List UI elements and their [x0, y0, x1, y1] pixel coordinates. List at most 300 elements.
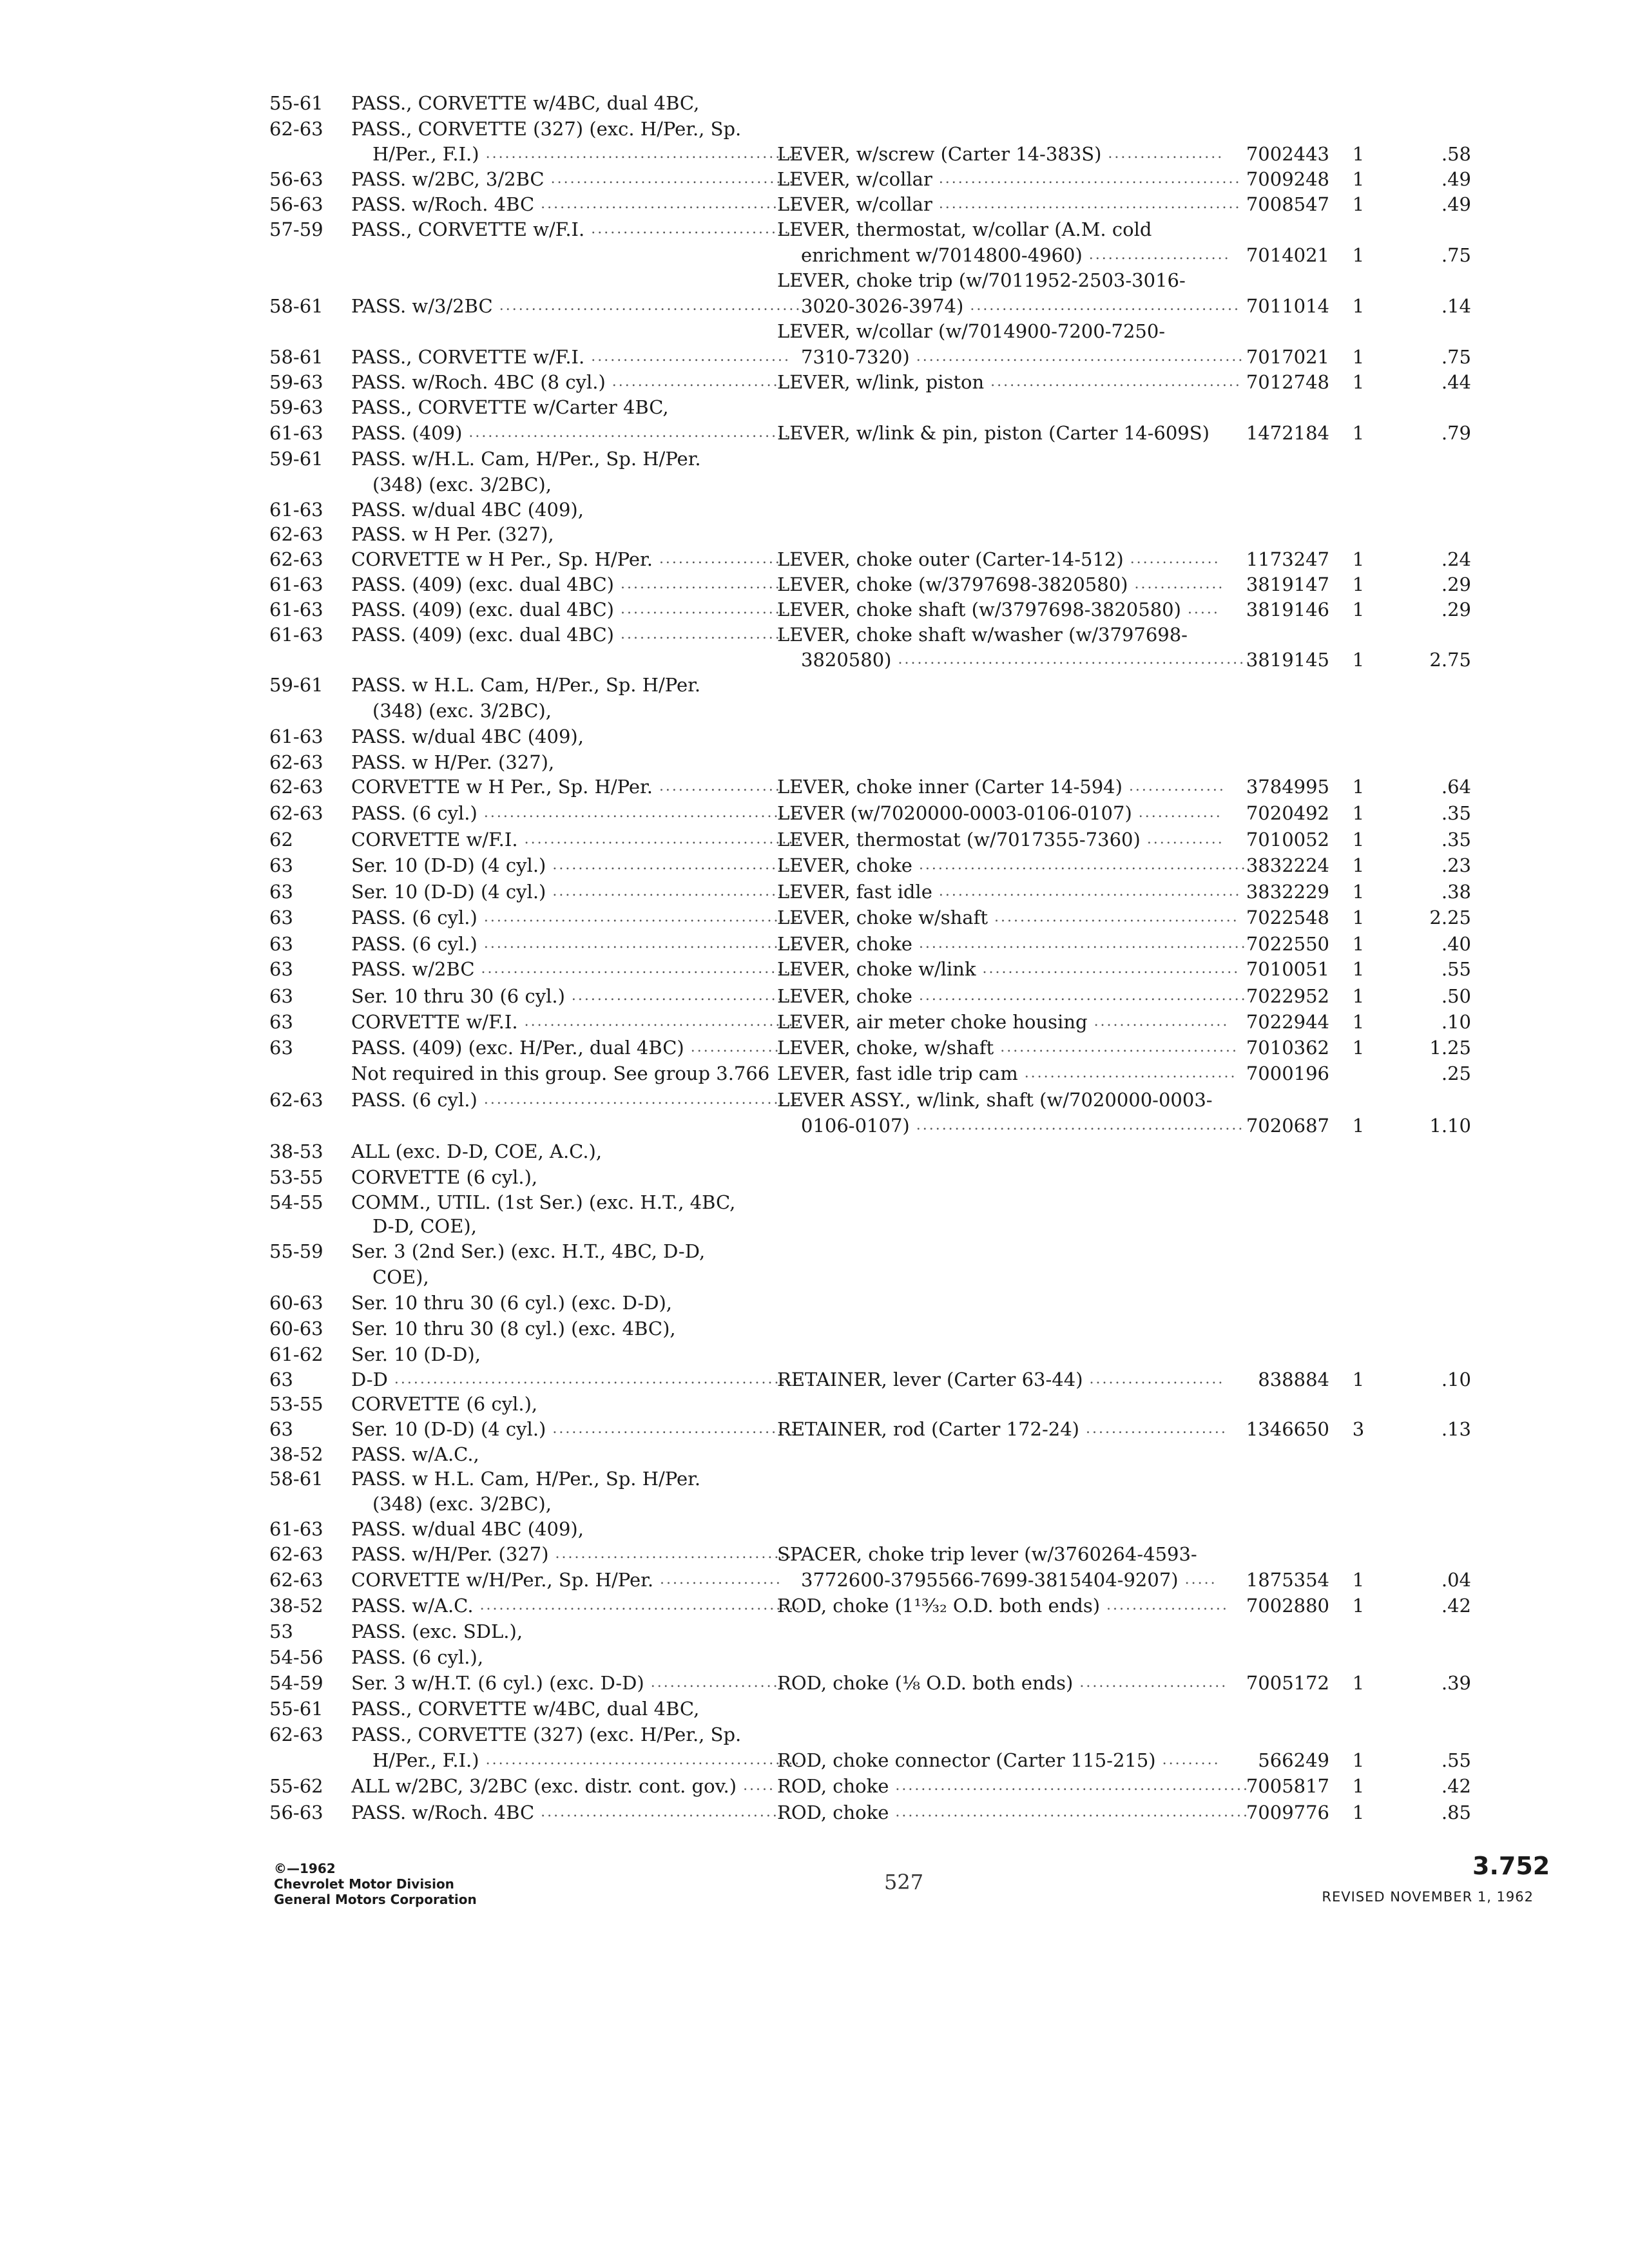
- part-number-text: 838884: [1258, 1369, 1329, 1390]
- leader-dots: .................................................: [485, 1752, 802, 1768]
- catalog-row: [0, 1139, 1629, 1164]
- part-number: [1213, 369, 1329, 395]
- catalog-row: [0, 800, 1629, 826]
- list-price: [1407, 1113, 1471, 1139]
- part-description-text: LEVER, thermostat, w/collar (A.M. cold: [777, 218, 1152, 240]
- part-description-text: LEVER, choke: [777, 854, 912, 876]
- part-description: [777, 267, 1186, 293]
- quantity: [1347, 293, 1370, 319]
- catalog-row: [0, 1516, 1629, 1542]
- part-description: [777, 774, 1226, 800]
- model-year: [269, 774, 323, 800]
- model-year: [269, 1189, 323, 1215]
- catalog-row: [0, 242, 1629, 268]
- application-text: (348) (exc. 3/2BC),: [372, 1493, 552, 1515]
- part-description-text: LEVER ASSY., w/link, shaft (w/7020000-0003-: [777, 1089, 1213, 1111]
- model-year-text: 53-55: [269, 1166, 323, 1188]
- application: [351, 622, 788, 648]
- application: [372, 141, 802, 167]
- catalog-row: [0, 166, 1629, 192]
- part-description: [801, 1113, 1245, 1139]
- model-year-text: 38-52: [269, 1595, 323, 1617]
- application: [351, 497, 584, 523]
- model-year-text: 62-63: [269, 523, 323, 545]
- quantity-text: 1: [1352, 295, 1365, 317]
- list-price: [1407, 1567, 1471, 1593]
- model-year: [269, 1035, 293, 1061]
- model-year-text: 55-61: [269, 1698, 323, 1720]
- part-number: [1213, 572, 1329, 597]
- revision-date: REVISED NOVEMBER 1, 1962: [1322, 1889, 1534, 1905]
- application: [351, 1722, 741, 1747]
- quantity: [1347, 1747, 1370, 1773]
- model-year-text: 60-63: [269, 1292, 323, 1314]
- leader-dots: ....................................................: [468, 425, 804, 441]
- leader-dots: ..................................................: [483, 936, 806, 952]
- catalog-row: [0, 1722, 1629, 1747]
- leader-dots: ..........................: [620, 576, 788, 592]
- part-description-text: LEVER, fast idle trip cam: [777, 1062, 1018, 1084]
- part-number-text: 7011014: [1246, 295, 1329, 317]
- part-description: [777, 1367, 1225, 1392]
- catalog-row: [0, 1189, 1629, 1215]
- application: [351, 983, 791, 1009]
- application-text: PASS. w H Per. (327),: [351, 523, 554, 545]
- catalog-row: [0, 1164, 1629, 1190]
- model-year-text: 63: [269, 958, 293, 980]
- quantity: [1347, 166, 1370, 192]
- catalog-row: [0, 90, 1629, 116]
- part-description: [777, 1061, 1237, 1086]
- application-text: PASS. w/Roch. 4BC: [351, 1802, 535, 1823]
- leader-dots: .......................: [1079, 1675, 1228, 1691]
- catalog-row: [0, 1541, 1629, 1567]
- part-description-text: LEVER, choke, w/shaft: [777, 1037, 994, 1059]
- model-year: [269, 1696, 323, 1722]
- application-text: PASS. w/H/Per. (327): [351, 1543, 549, 1565]
- quantity: [1347, 931, 1370, 957]
- part-number-text: 7010052: [1246, 829, 1329, 850]
- model-year: [269, 1722, 323, 1747]
- list-price: [1407, 983, 1471, 1009]
- leader-dots: ..........................: [620, 601, 788, 617]
- part-description-text: LEVER, choke shaft (w/3797698-3820580): [777, 599, 1181, 620]
- model-year: [269, 521, 323, 547]
- list-price-text: .58: [1441, 143, 1471, 165]
- part-description-text: LEVER, w/collar: [777, 168, 932, 190]
- catalog-row: [0, 931, 1629, 957]
- leader-dots: ............: [1146, 831, 1224, 847]
- list-price-text: .35: [1441, 829, 1471, 850]
- quantity-text: 1: [1352, 881, 1365, 903]
- quantity-text: 1: [1352, 802, 1365, 824]
- part-description: [777, 956, 1240, 982]
- part-number: [1213, 956, 1329, 982]
- catalog-row: [0, 749, 1629, 775]
- model-year-text: 61-63: [269, 573, 323, 595]
- quantity-text: 1: [1352, 1369, 1365, 1390]
- application: [351, 1139, 602, 1164]
- part-description: [777, 1009, 1229, 1035]
- model-year: [269, 800, 323, 826]
- part-number-text: 1346650: [1246, 1418, 1329, 1440]
- group-code: 3.752: [1472, 1852, 1550, 1880]
- part-description-text: 0106-0107): [801, 1115, 910, 1137]
- model-year: [269, 1773, 323, 1799]
- leader-dots: .................................: [1024, 1065, 1237, 1081]
- model-year: [269, 1670, 323, 1696]
- quantity-text: 1: [1352, 1569, 1365, 1591]
- part-description-text: LEVER, choke inner (Carter 14-594): [777, 776, 1123, 798]
- quantity: [1347, 983, 1370, 1009]
- leader-dots: ...................: [1106, 1597, 1229, 1613]
- list-price: [1407, 1009, 1471, 1035]
- part-description: [777, 931, 1248, 957]
- part-number: [1213, 1747, 1329, 1773]
- model-year-text: 55-59: [269, 1240, 323, 1262]
- part-number: [1213, 1113, 1329, 1139]
- model-year: [269, 1619, 293, 1644]
- part-number-text: 7012748: [1246, 371, 1329, 393]
- list-price-text: .25: [1441, 1062, 1471, 1084]
- application-text: Ser. 10 (D-D) (4 cyl.): [351, 881, 546, 903]
- model-year-text: 63: [269, 933, 293, 955]
- part-description: [777, 369, 1242, 395]
- application-text: PASS. w/A.C.: [351, 1595, 474, 1617]
- leader-dots: ...........................: [612, 374, 786, 390]
- catalog-row: [0, 597, 1629, 622]
- part-number-text: 7008547: [1246, 193, 1329, 215]
- list-price-text: .04: [1441, 1569, 1471, 1591]
- catalog-row: [0, 191, 1629, 217]
- part-number-text: 7022548: [1246, 907, 1329, 928]
- quantity-text: 1: [1352, 933, 1365, 955]
- part-number-text: 7017021: [1246, 346, 1329, 368]
- application: [351, 1773, 776, 1799]
- list-price: [1407, 1670, 1471, 1696]
- model-year-text: 61-63: [269, 599, 323, 620]
- quantity-text: 1: [1352, 193, 1365, 215]
- part-description: [777, 1800, 1250, 1825]
- catalog-row: [0, 1113, 1629, 1139]
- model-year-text: 58-61: [269, 1468, 323, 1490]
- leader-dots: ......................................: [994, 909, 1239, 925]
- part-number: [1213, 852, 1329, 878]
- part-description: [777, 1670, 1228, 1696]
- catalog-row: [0, 1773, 1629, 1799]
- model-year: [269, 420, 323, 446]
- quantity: [1347, 956, 1370, 982]
- leader-dots: ...........................................: [524, 831, 802, 847]
- application-text: H/Per., F.I.): [372, 143, 479, 165]
- list-price-text: .50: [1441, 985, 1471, 1007]
- model-year: [269, 1238, 323, 1264]
- application: [351, 546, 782, 572]
- application-text: COMM., UTIL. (1st Ser.) (exc. H.T., 4BC,: [351, 1191, 736, 1213]
- catalog-row: [0, 1341, 1629, 1367]
- part-number-text: 3832224: [1246, 854, 1329, 876]
- application: [351, 1087, 806, 1113]
- catalog-row: [0, 293, 1629, 319]
- catalog-row: [0, 1290, 1629, 1316]
- part-number: [1213, 1416, 1329, 1442]
- quantity: [1347, 1113, 1370, 1139]
- model-year: [269, 90, 323, 116]
- part-number-text: 7022944: [1246, 1011, 1329, 1033]
- application-text: PASS. w/2BC: [351, 958, 475, 980]
- part-number: [1213, 879, 1329, 905]
- list-price-text: .75: [1441, 346, 1471, 368]
- part-description: [777, 1416, 1228, 1442]
- list-price: [1407, 242, 1471, 268]
- model-year-text: 61-63: [269, 726, 323, 747]
- model-year: [269, 827, 293, 852]
- model-year: [269, 852, 293, 878]
- part-description-text: LEVER, w/collar: [777, 193, 932, 215]
- quantity-text: 1: [1352, 985, 1365, 1007]
- leader-dots: ......................................: [552, 883, 798, 899]
- model-year: [269, 394, 323, 420]
- part-description-text: LEVER, fast idle: [777, 881, 932, 903]
- model-year: [269, 724, 323, 749]
- part-number: [1213, 191, 1329, 217]
- part-description-text: LEVER, w/screw (Carter 14-383S): [777, 143, 1102, 165]
- part-number-text: 3784995: [1246, 776, 1329, 798]
- leader-dots: ...........................................: [524, 1014, 802, 1030]
- part-number: [1213, 774, 1329, 800]
- quantity-text: 1: [1352, 143, 1365, 165]
- model-year: [269, 1466, 323, 1492]
- application: [351, 1189, 735, 1215]
- part-number-text: 7002443: [1246, 143, 1329, 165]
- leader-dots: .........: [1162, 1752, 1220, 1768]
- part-number-text: 7010051: [1246, 958, 1329, 980]
- application-text: CORVETTE (6 cyl.),: [351, 1166, 538, 1188]
- catalog-row: [0, 497, 1629, 523]
- quantity-text: 1: [1352, 1037, 1365, 1059]
- list-price: [1407, 141, 1471, 167]
- list-price-text: .55: [1441, 958, 1471, 980]
- part-number: [1213, 1567, 1329, 1593]
- leader-dots: ..................................................: [483, 1091, 806, 1108]
- leader-dots: ...............................: [591, 221, 791, 237]
- application-text: CORVETTE w/H/Per., Sp. H/Per.: [351, 1569, 654, 1591]
- leader-dots: .......................................................: [895, 1778, 1250, 1794]
- model-year-text: 62-63: [269, 1089, 323, 1111]
- application: [351, 1516, 584, 1542]
- application: [351, 749, 554, 775]
- part-description: [777, 1035, 1239, 1061]
- catalog-row: [0, 472, 1629, 497]
- leader-dots: ...............................................: [499, 298, 802, 314]
- leader-dots: .....................................: [1000, 1039, 1239, 1055]
- quantity: [1347, 344, 1370, 370]
- list-price: [1407, 1416, 1471, 1442]
- part-description: [777, 1087, 1213, 1113]
- application-text: Ser. 10 thru 30 (6 cyl.) (exc. D-D),: [351, 1292, 672, 1314]
- part-description: [777, 166, 1242, 192]
- part-description-text: LEVER, choke outer (Carter-14-512): [777, 548, 1124, 570]
- quantity-text: 1: [1352, 1011, 1365, 1033]
- leader-dots: ..................................................: [479, 1597, 802, 1613]
- application: [351, 446, 701, 472]
- list-price: [1407, 931, 1471, 957]
- part-number-text: 7014021: [1246, 244, 1329, 266]
- part-description: [777, 1593, 1229, 1619]
- part-description-text: LEVER, choke w/link: [777, 958, 976, 980]
- list-price-text: .44: [1441, 371, 1471, 393]
- model-year-text: 38-52: [269, 1443, 323, 1465]
- leader-dots: ..................................................: [483, 909, 806, 925]
- application-text: Ser. 10 thru 30 (6 cyl.): [351, 985, 565, 1007]
- part-number-text: 7020687: [1246, 1115, 1329, 1137]
- footer-copyright: ©—1962: [274, 1861, 336, 1876]
- part-description-text: LEVER, choke w/shaft: [777, 907, 988, 928]
- model-year: [269, 1644, 323, 1670]
- footer-publisher: [274, 1861, 477, 1907]
- model-year-text: 53-55: [269, 1393, 323, 1415]
- application: [372, 1264, 429, 1290]
- model-year-text: 62-63: [269, 1724, 323, 1745]
- quantity: [1347, 1593, 1370, 1619]
- application-text: D-D: [351, 1369, 388, 1390]
- page-number: 527: [884, 1870, 924, 1894]
- catalog-row: [0, 216, 1629, 242]
- model-year: [269, 956, 293, 982]
- part-number: [1213, 1061, 1329, 1086]
- catalog-row: [0, 1567, 1629, 1593]
- part-number: [1213, 293, 1329, 319]
- model-year-text: 62: [269, 829, 293, 850]
- application: [351, 344, 791, 370]
- list-price: [1407, 1800, 1471, 1825]
- model-year: [269, 1567, 323, 1593]
- model-year: [269, 1800, 323, 1825]
- quantity: [1347, 1035, 1370, 1061]
- model-year: [269, 1139, 323, 1164]
- catalog-row: [0, 1238, 1629, 1264]
- model-year: [269, 597, 323, 622]
- application: [351, 724, 584, 749]
- part-number: [1213, 827, 1329, 852]
- list-price-text: .24: [1441, 548, 1471, 570]
- model-year-text: 38-53: [269, 1140, 323, 1162]
- list-price-text: .10: [1441, 1369, 1471, 1390]
- application-text: PASS. (6 cyl.): [351, 933, 477, 955]
- application-text: Not required in this group. See group 3.766: [351, 1062, 770, 1084]
- application: [351, 1441, 479, 1467]
- list-price-text: .10: [1441, 1011, 1471, 1033]
- application: [372, 698, 552, 724]
- model-year: [269, 546, 323, 572]
- leader-dots: ......................: [1088, 247, 1231, 263]
- model-year: [269, 1516, 323, 1542]
- model-year-text: 58-61: [269, 346, 323, 368]
- quantity: [1347, 572, 1370, 597]
- list-price-text: .55: [1441, 1749, 1471, 1771]
- catalog-row: [0, 116, 1629, 142]
- model-year-text: 62-63: [269, 548, 323, 570]
- model-year: [269, 116, 323, 142]
- leader-dots: ...............................................: [938, 171, 1242, 187]
- catalog-row: [0, 956, 1629, 982]
- application: [351, 956, 804, 982]
- part-description-text: LEVER, choke shaft w/washer (w/3797698-: [777, 624, 1188, 646]
- model-year: [269, 1009, 293, 1035]
- application: [351, 116, 741, 142]
- quantity: [1347, 420, 1370, 446]
- part-number: [1213, 166, 1329, 192]
- leader-dots: ......................................: [552, 1421, 798, 1437]
- application-text: PASS. w/dual 4BC (409),: [351, 726, 584, 747]
- leader-dots: ........................................: [541, 1804, 798, 1820]
- part-description-text: LEVER, air meter choke housing: [777, 1011, 1088, 1033]
- model-year: [269, 572, 323, 597]
- part-description-text: ROD, choke: [777, 1802, 889, 1823]
- part-description: [777, 622, 1188, 648]
- leader-dots: ......................: [1086, 1421, 1228, 1437]
- part-description: [777, 572, 1225, 597]
- part-description-text: LEVER, thermostat (w/7017355-7360): [777, 829, 1141, 850]
- quantity-text: 1: [1352, 1115, 1365, 1137]
- quantity: [1347, 369, 1370, 395]
- quantity: [1347, 879, 1370, 905]
- model-year-text: 61-63: [269, 499, 323, 521]
- model-year: [269, 1367, 293, 1392]
- catalog-row: [0, 1670, 1629, 1696]
- leader-dots: .............: [1138, 805, 1222, 821]
- model-year-text: 59-61: [269, 674, 323, 696]
- application: [351, 1290, 672, 1316]
- model-year: [269, 749, 323, 775]
- model-year-text: 59-61: [269, 448, 323, 470]
- application: [351, 394, 669, 420]
- application: [351, 572, 788, 597]
- part-number-text: 3832229: [1246, 881, 1329, 903]
- model-year: [269, 1341, 323, 1367]
- application-text: Ser. 3 (2nd Ser.) (exc. H.T., 4BC, D-D,: [351, 1240, 706, 1262]
- leader-dots: .......................................................: [898, 651, 1253, 668]
- model-year: [269, 931, 293, 957]
- model-year-text: 54-56: [269, 1646, 323, 1668]
- application: [351, 369, 786, 395]
- quantity-text: 1: [1352, 346, 1365, 368]
- part-number-text: 7022952: [1246, 985, 1329, 1007]
- application: [351, 1367, 813, 1392]
- application: [351, 672, 700, 698]
- leader-dots: ...............: [1128, 778, 1226, 794]
- model-year-text: 59-63: [269, 371, 323, 393]
- list-price: [1407, 293, 1471, 319]
- model-year: [269, 1541, 323, 1567]
- leader-dots: ..................................................: [483, 805, 806, 821]
- leader-dots: ...................: [659, 551, 782, 567]
- model-year-text: 62-63: [269, 751, 323, 773]
- part-description-text: LEVER, w/collar (w/7014900-7200-7250-: [777, 320, 1166, 342]
- part-number-text: 3819146: [1246, 599, 1329, 620]
- catalog-row: [0, 672, 1629, 698]
- model-year: [269, 1391, 323, 1417]
- leader-dots: ..................................................: [481, 961, 804, 977]
- part-number: [1213, 420, 1329, 446]
- list-price: [1407, 1367, 1471, 1392]
- model-year-text: 63: [269, 881, 293, 903]
- catalog-row: [0, 1035, 1629, 1061]
- quantity: [1347, 774, 1370, 800]
- part-description-text: enrichment w/7014800-4960): [801, 244, 1083, 266]
- quantity: [1347, 242, 1370, 268]
- part-number: [1213, 1367, 1329, 1392]
